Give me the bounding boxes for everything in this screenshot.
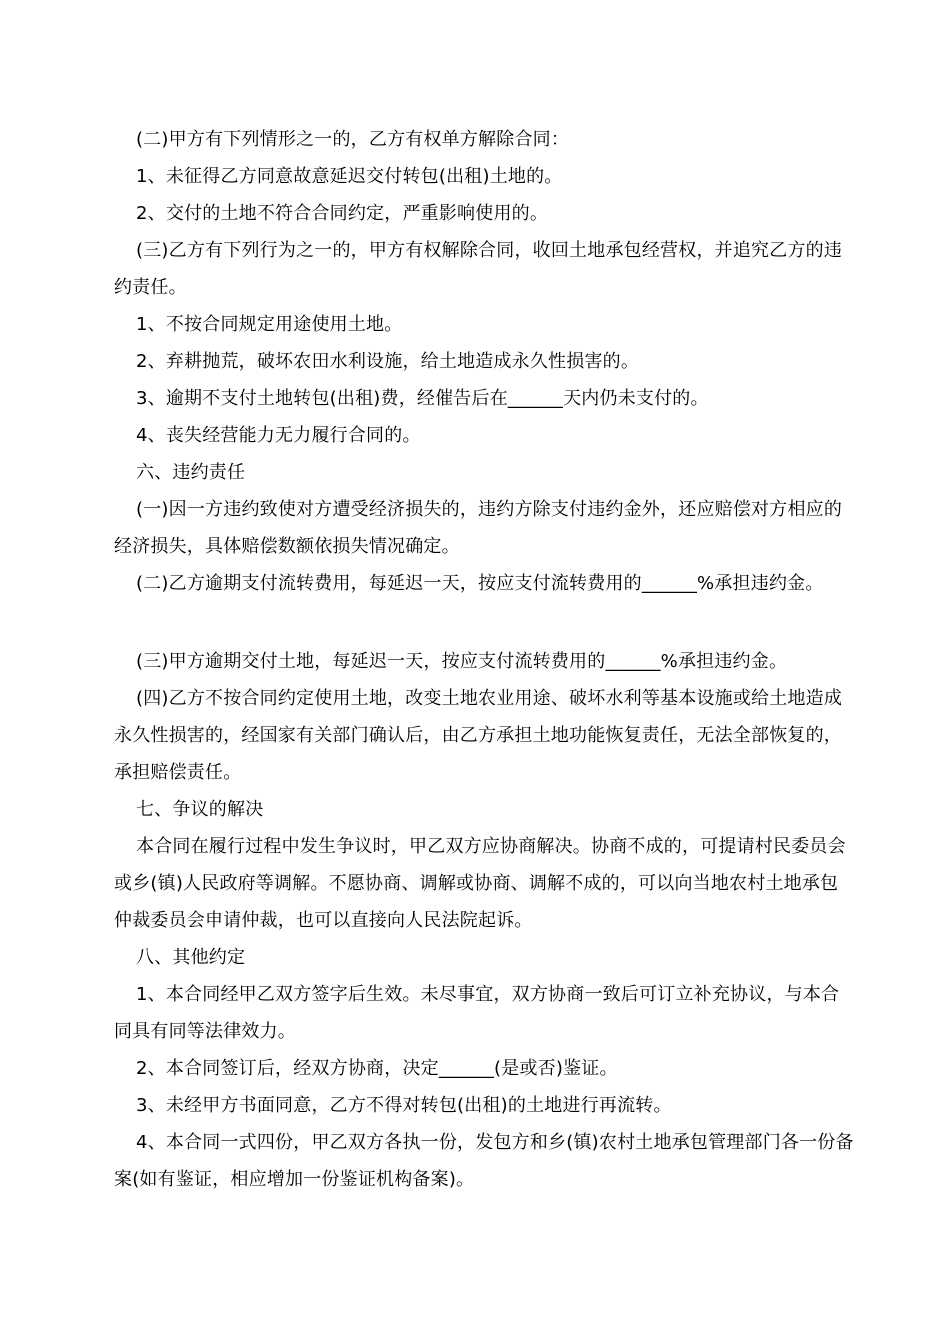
section-7-heading: 七、争议的解决 <box>136 799 264 820</box>
section-8-item-1: 1、本合同经甲乙双方签字后生效。未尽事宜，双方协商一致后可订立补充协议，与本合同具有同等法律效力。 <box>114 984 840 1042</box>
section-6-item-1: (一)因一方违约致使对方遭受经济损失的，违约方除支付违约金外，还应赔偿对方相应的经济损失，具体赔偿数额依损失情况确定。 <box>114 499 843 557</box>
section-6-item-4: (四)乙方不按合同约定使用土地，改变土地农业用途、破坏水利等基本设施或给土地造成永久性损害的，经国家有关部门确认后，由乙方承担土地功能恢复责任，无法全部恢复的，承担赔偿责任。 <box>114 688 843 783</box>
section-6-item-2: (二)乙方逾期支付流转费用，每延迟一天，按应支付流转费用的______%承担违约金。 <box>136 573 824 594</box>
clause-2-heading: (二)甲方有下列情形之一的，乙方有权单方解除合同： <box>136 129 570 150</box>
clause-2-item-1: 1、未征得乙方同意故意延迟交付转包(出租)土地的。 <box>136 166 563 187</box>
clause-3-heading: (三)乙方有下列行为之一的，甲方有权解除合同，收回土地承包经营权，并追究乙方的违约责任。 <box>114 240 843 298</box>
clause-3-item-1: 1、不按合同规定用途使用土地。 <box>136 314 403 335</box>
section-6-heading: 六、违约责任 <box>136 462 246 483</box>
clause-2-item-2: 2、交付的土地不符合合同约定，严重影响使用的。 <box>136 203 549 224</box>
clause-3-item-2: 2、弃耕抛荒，破坏农田水利设施，给土地造成永久性损害的。 <box>136 351 640 372</box>
section-8-heading: 八、其他约定 <box>136 947 246 968</box>
clause-3-item-4: 4、丧失经营能力无力履行合同的。 <box>136 425 421 446</box>
section-8-item-3: 3、未经甲方书面同意，乙方不得对转包(出租)的土地进行再流转。 <box>136 1095 672 1116</box>
clause-3-item-3: 3、逾期不支付土地转包(出租)费，经催告后在______天内仍未支付的。 <box>136 388 709 409</box>
section-7-body: 本合同在履行过程中发生争议时，甲乙双方应协商解决。协商不成的，可提请村民委员会或乡(镇)人民政府等调解。不愿协商、调解或协商、调解不成的，可以向当地农村土地承包仲裁委员会申请仲裁，也可以直接向人民法院起诉。 <box>114 836 846 931</box>
section-8-item-4: 4、本合同一式四份，甲乙双方各执一份，发包方和乡(镇)农村土地承包管理部门各一份备案(如有鉴证，相应增加一份鉴证机构备案)。 <box>114 1132 854 1190</box>
section-6-item-3: (三)甲方逾期交付土地，每延迟一天，按应支付流转费用的______%承担违约金。 <box>136 651 788 672</box>
section-8-item-2: 2、本合同签订后，经双方协商，决定______(是或否)鉴证。 <box>136 1058 618 1079</box>
